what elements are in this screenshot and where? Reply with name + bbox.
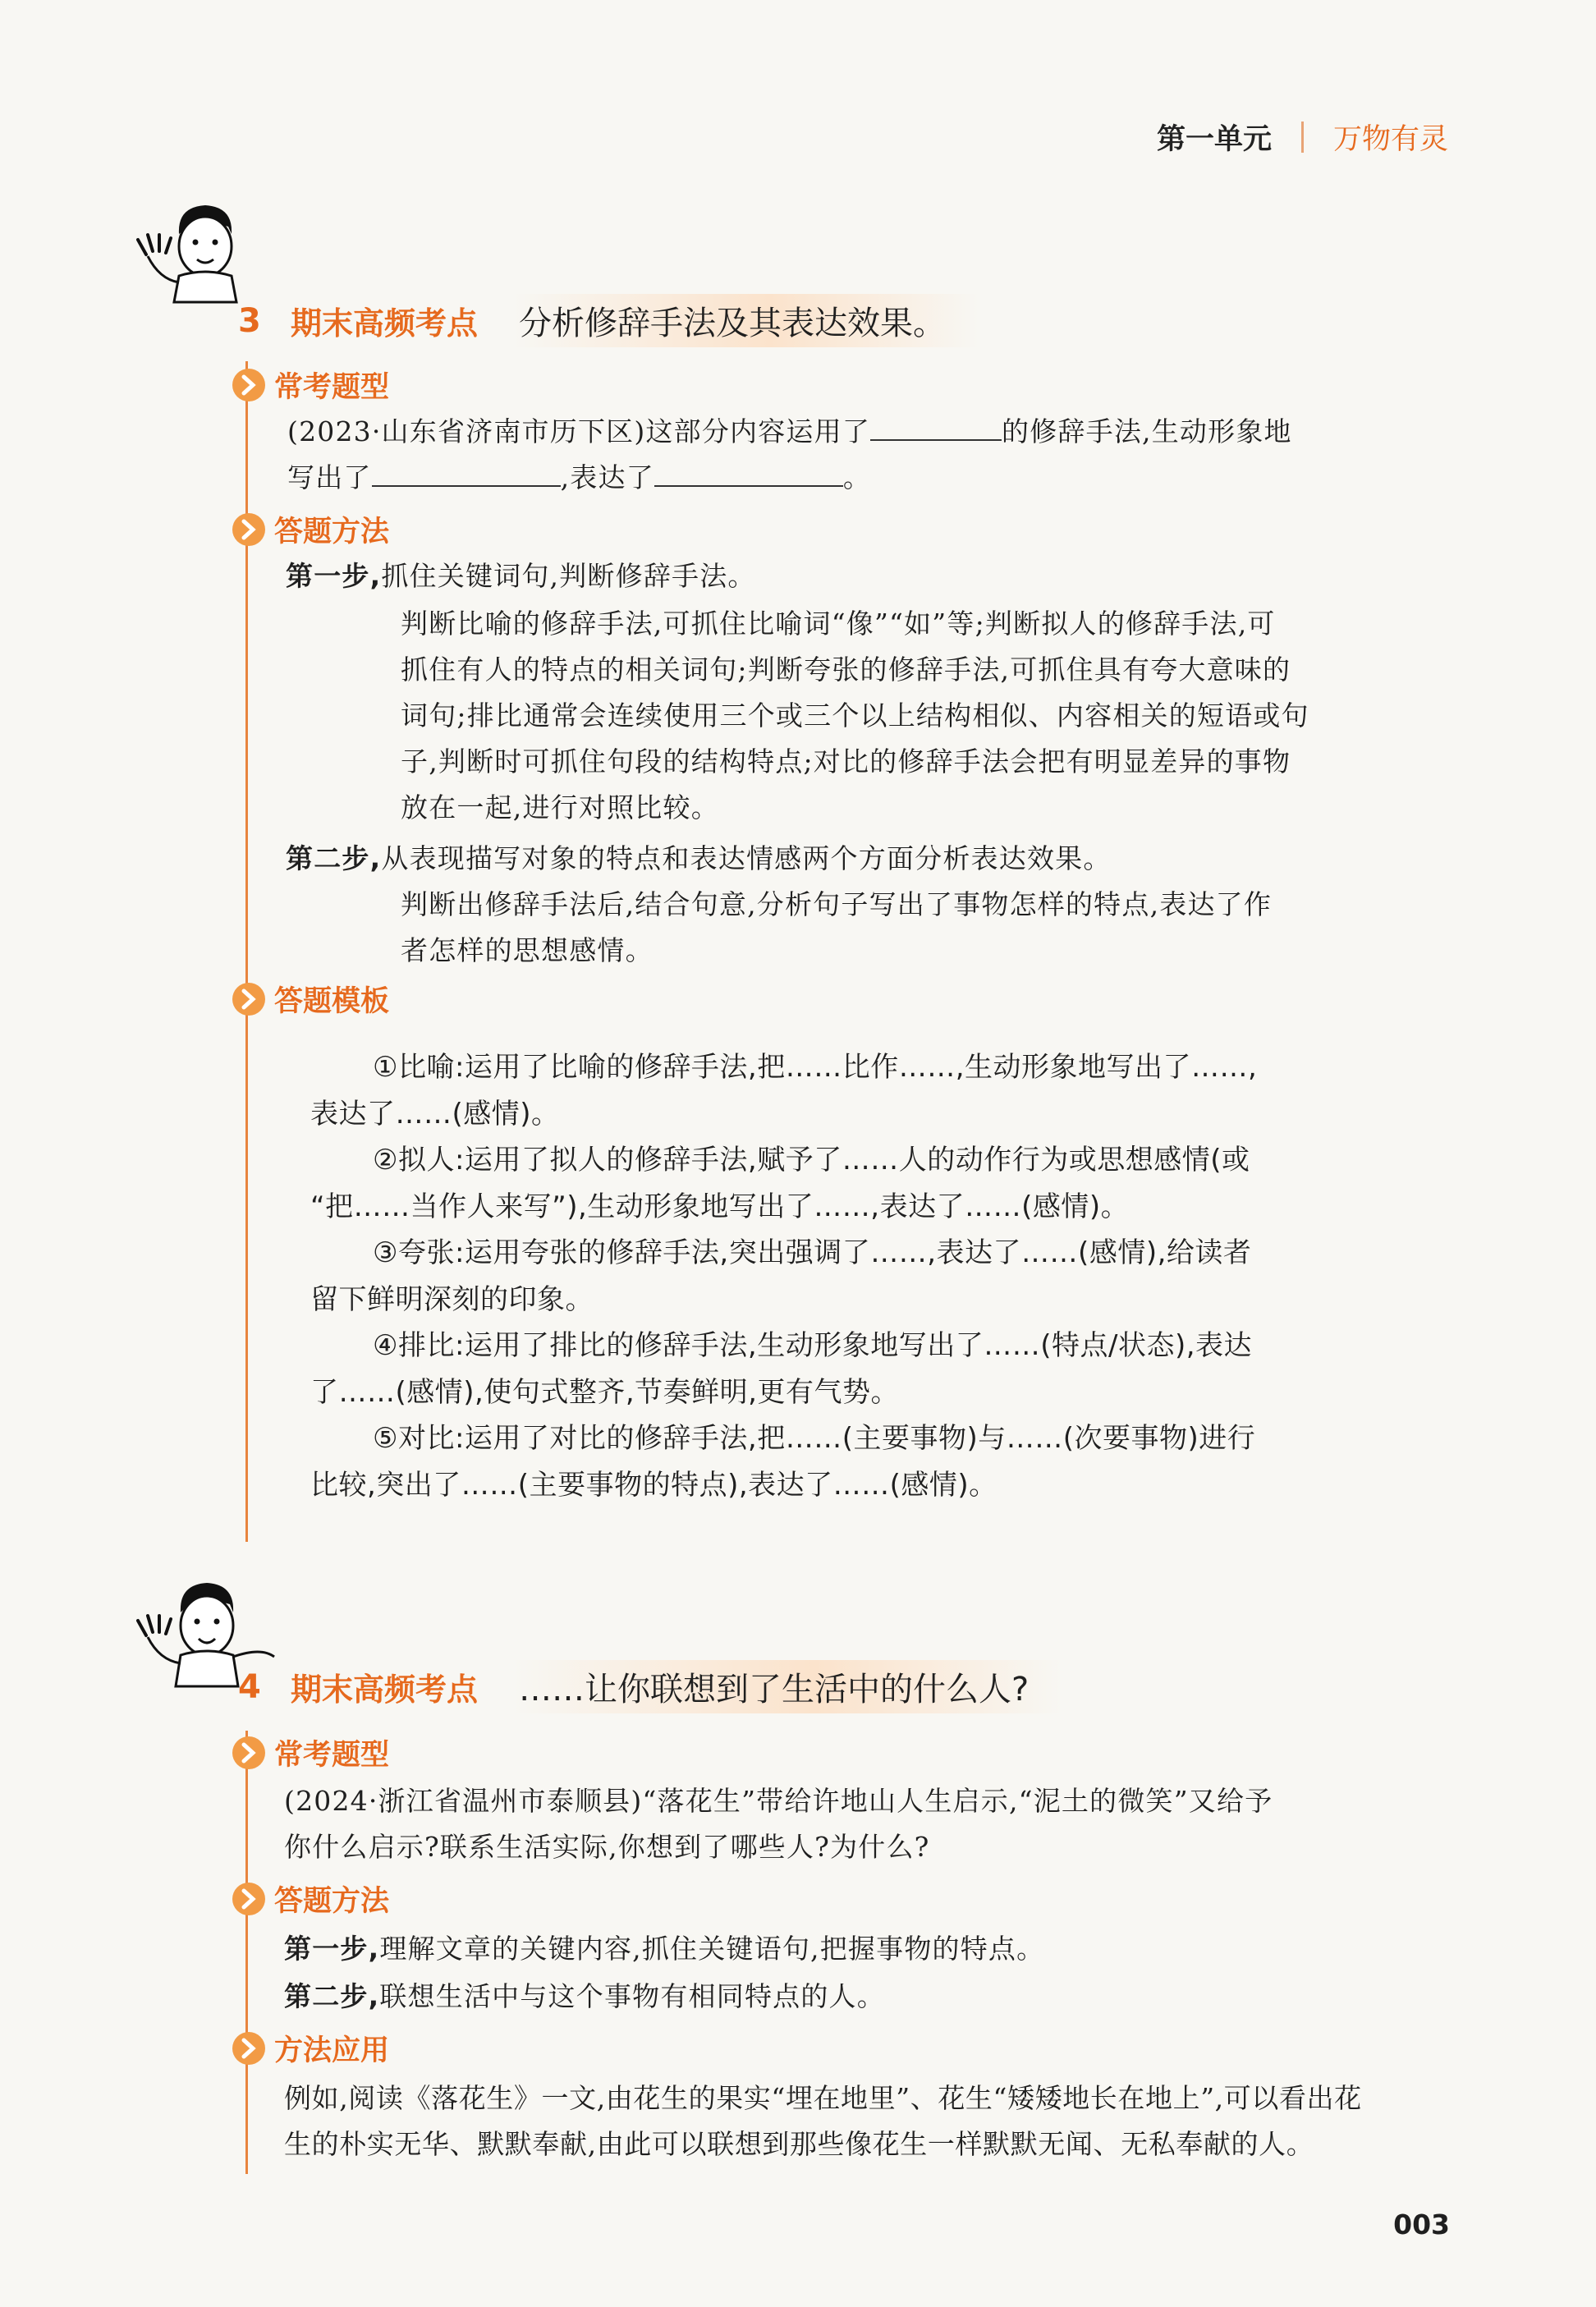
step-2: 第二步,从表现描写对象的特点和表达情感两个方面分析表达效果。	[286, 842, 1112, 874]
chevron-right-icon	[232, 2031, 266, 2066]
section-topic: 分析修辞手法及其表达效果。	[514, 294, 979, 347]
subhead-method	[232, 509, 389, 550]
section-number: 3	[238, 301, 261, 340]
chevron-right-icon	[232, 368, 266, 402]
boy-mascot-icon	[130, 197, 269, 304]
question-text: (2024·浙江省温州市泰顺县)“落花生”带给许地山人生启示,“泥土的微笑”又给予 你什么启示?联系生活实际,你想到了哪些人?为什么?	[284, 1785, 1273, 1863]
subhead-template	[232, 979, 389, 1020]
chevron-right-icon	[232, 982, 266, 1016]
header-divider	[1301, 122, 1304, 153]
step-2-detail: 判断出修辞手法后,结合句意,分析句子写出了事物怎样的特点,表达了作 者怎样的思想感情。	[401, 888, 1273, 966]
step-1-detail: 判断比喻的修辞手法,可抓住比喻词“像”“如”等;判断拟人的修辞手法,可 抓住有人的特点的相关词句;判断夸张的修辞手法,可抓住具有夸大意味的 词句;排比通常会连续使用三个或三个以上结构相似、内容相关的短语或句 子,判断时可抓住句段的结构特点;对比的修辞手法会把有明显差异的事物 放在一起,进行对照比较。	[401, 608, 1309, 823]
subhead-label: 答题方法	[274, 1885, 390, 1918]
page-number: 003	[1393, 2208, 1450, 2240]
section-4-title	[238, 1660, 1062, 1713]
section-number: 4	[238, 1667, 261, 1706]
unit-label: 第一单元	[1156, 123, 1272, 156]
unit-theme: 万物有灵	[1332, 123, 1448, 156]
page-header	[1157, 117, 1448, 158]
subhead-question-type	[232, 1732, 389, 1773]
step-1: 第一步,理解文章的关键内容,抓住关键语句,把握事物的特点。	[284, 1933, 1045, 1965]
section-label: 期末高频考点	[291, 1672, 479, 1708]
section-4-rule	[245, 1731, 248, 2174]
answer-blank[interactable]	[654, 456, 843, 487]
subhead-application	[232, 2028, 389, 2069]
subhead-label: 答题方法	[274, 516, 390, 548]
subhead-label: 方法应用	[274, 2034, 390, 2067]
subhead-question-type	[232, 365, 389, 406]
subhead-label: 常考题型	[274, 371, 390, 404]
application-example: 例如,阅读《落花生》一文,由花生的果实“埋在地里”、花生“矮矮地长在地上”,可以看出花 生的朴实无华、默默奉献,由此可以联想到那些像花生一样默默无闻、无私奉献的人。	[284, 2082, 1362, 2160]
section-3-title	[238, 294, 979, 347]
chevron-right-icon	[232, 1736, 266, 1770]
section-topic: ……让你联想到了生活中的什么人?	[514, 1660, 1062, 1713]
subhead-label: 常考题型	[274, 1739, 390, 1772]
step-1: 第一步,抓住关键词句,判断修辞手法。	[286, 560, 756, 592]
section-label: 期末高频考点	[291, 305, 479, 342]
step-2: 第二步,联想生活中与这个事物有相同特点的人。	[284, 1980, 885, 2012]
subhead-label: 答题模板	[274, 985, 390, 1018]
subhead-method	[232, 1878, 389, 1919]
answer-blank[interactable]	[870, 410, 1002, 441]
chevron-right-icon	[232, 1882, 266, 1916]
answer-template: ①比喻:运用了比喻的修辞手法,把……比作……,生动形象地写出了……, 表达了……(感情)。 ②拟人:运用了拟人的修辞手法,赋予了……人的动作行为或思想感情(或 “把……当作人来写”),生动形象地写出了……,表达了……(感情)。 ③夸张:运用夸张的修辞手法,突出强调了……,表达了……(感情),给读者 留下鲜明深刻的印象。 ④排比:运用了排比的修辞手法,生动形象地写出了……(特点/状态),表达 了……(感情),使句式整齐,节奏鲜明,更有气势。 ⑤对比:运用了对比的修辞手法,把……(主要事物)与……(次要事物)进行 比较,突出了……(主要事物的特点),表达了……(感情)。	[310, 1051, 1258, 1502]
answer-blank[interactable]	[372, 456, 561, 487]
chevron-right-icon	[232, 512, 266, 547]
question-text: (2023·山东省济南市历下区)这部分内容运用了 的修辞手法,生动形象地 写出了 ,表达了 。	[287, 409, 1461, 501]
